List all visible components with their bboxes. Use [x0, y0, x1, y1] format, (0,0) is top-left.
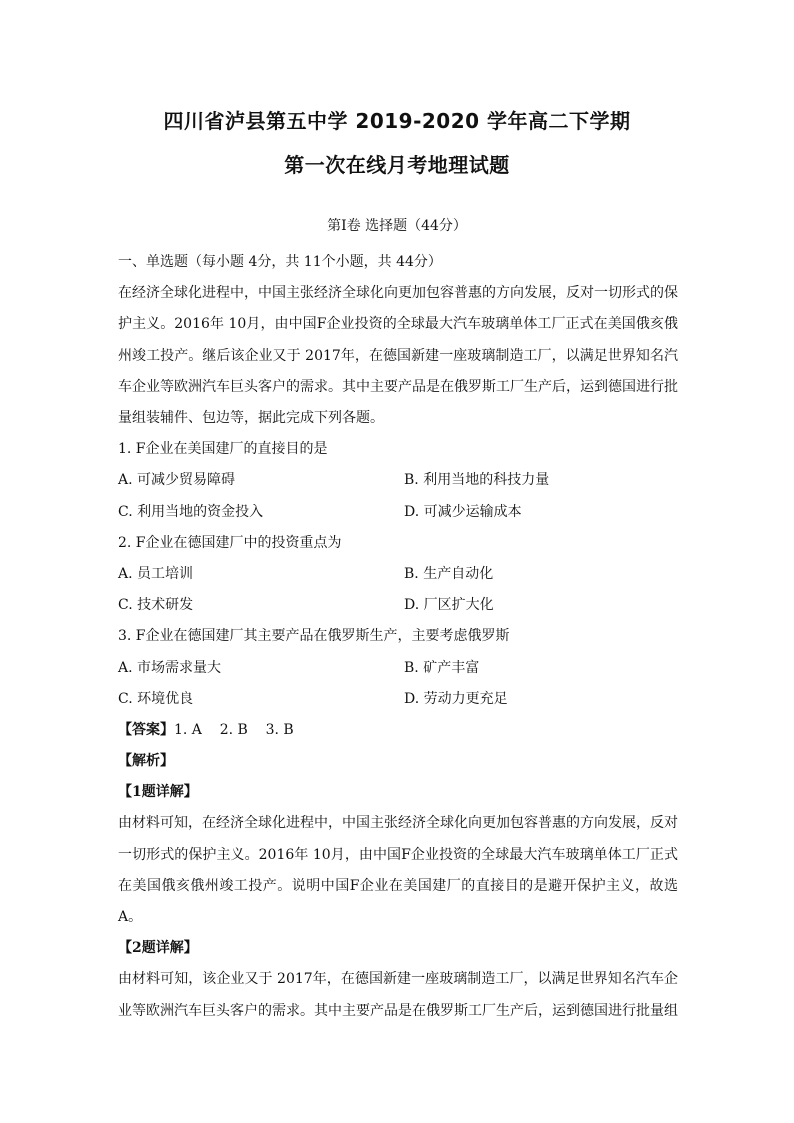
document-title-line-2: 第一次在线月考地理试题 — [284, 153, 510, 177]
option-c: C. 环境优良 — [118, 690, 194, 707]
question-3-stem: 3. F企业在德国建厂其主要产品在俄罗斯生产，主要考虑俄罗斯 — [118, 628, 510, 645]
section-title: 第Ⅰ卷 选择题（44分） — [327, 218, 467, 234]
option-c: C. 利用当地的资金投入 — [118, 503, 264, 520]
question-2-options-row-1 — [118, 559, 678, 590]
option-a: A. 可减少贸易障碍 — [118, 472, 236, 489]
material-paragraph: 在经济全球化进程中，中国主张经济全球化向更加包容普惠的方向发展，反对一切形式的保护主义。2016年 10月，由中国F企业投资的全球最大汽车玻璃单体工厂正式在美国俄亥俄州竣工投产。继后该企业又于 2017年，在德国新建一座玻璃制造工厂，以满足世界知名汽车企业等欧洲汽车巨头客户的需求。其中主要产品是在俄罗斯工厂生产后，运到德国进行批量组装辅件、包边等，据此完成下列各题。 — [118, 285, 678, 426]
question-1-stem: 1. F企业在美国建厂的直接目的是 — [118, 441, 328, 458]
detail-1-paragraph: 由材料可知，在经济全球化进程中，中国主张经济全球化向更加包容普惠的方向发展，反对一切形式的保护主义。2016年 10月，由中国F企业投资的全球最大汽车玻璃单体工厂正式在美国俄亥俄州竣工投产。说明中国F企业在美国建厂的直接目的是避开保护主义，故选A。 — [118, 815, 678, 926]
question-2-stem: 2. F企业在德国建厂中的投资重点为 — [118, 534, 342, 551]
question-3-options-row-2 — [118, 684, 678, 715]
answer-label: 【答案】 — [118, 721, 174, 738]
option-d: D. 可减少运输成本 — [404, 503, 522, 520]
option-a: A. 员工培训 — [118, 565, 194, 582]
detail-2-label: 【2题详解】 — [118, 940, 198, 957]
document-title-line-1: 四川省泸县第五中学 2019-2020 学年高二下学期 — [163, 109, 631, 133]
answer-line — [118, 715, 678, 746]
option-d: D. 劳动力更充足 — [404, 690, 508, 707]
question-3-options-row-1 — [118, 653, 678, 684]
option-d: D. 厂区扩大化 — [404, 597, 494, 614]
detail-2-paragraph: 由材料可知，该企业又于 2017年，在德国新建一座玻璃制造工厂，以满足世界知名汽车企业等欧洲汽车巨头客户的需求。其中主要产品是在俄罗斯工厂生产后，运到德国进行批量组 — [118, 971, 678, 1019]
option-b: B. 利用当地的科技力量 — [404, 472, 550, 489]
detail-1-label: 【1题详解】 — [118, 784, 198, 801]
answer-text: 1. A 2. B 3. B — [174, 721, 294, 738]
option-b: B. 生产自动化 — [404, 565, 494, 582]
question-2-options-row-2 — [118, 590, 678, 621]
option-b: B. 矿产丰富 — [404, 659, 480, 676]
option-a: A. 市场需求量大 — [118, 659, 222, 676]
document-body — [118, 247, 678, 1027]
option-c: C. 技术研发 — [118, 597, 194, 614]
question-1-options-row-2 — [118, 497, 678, 528]
part-heading: 一、单选题（每小题 4分，共 11个小题，共 44分） — [118, 254, 442, 270]
analysis-label: 【解析】 — [118, 753, 174, 770]
question-1-options-row-1 — [118, 465, 678, 496]
